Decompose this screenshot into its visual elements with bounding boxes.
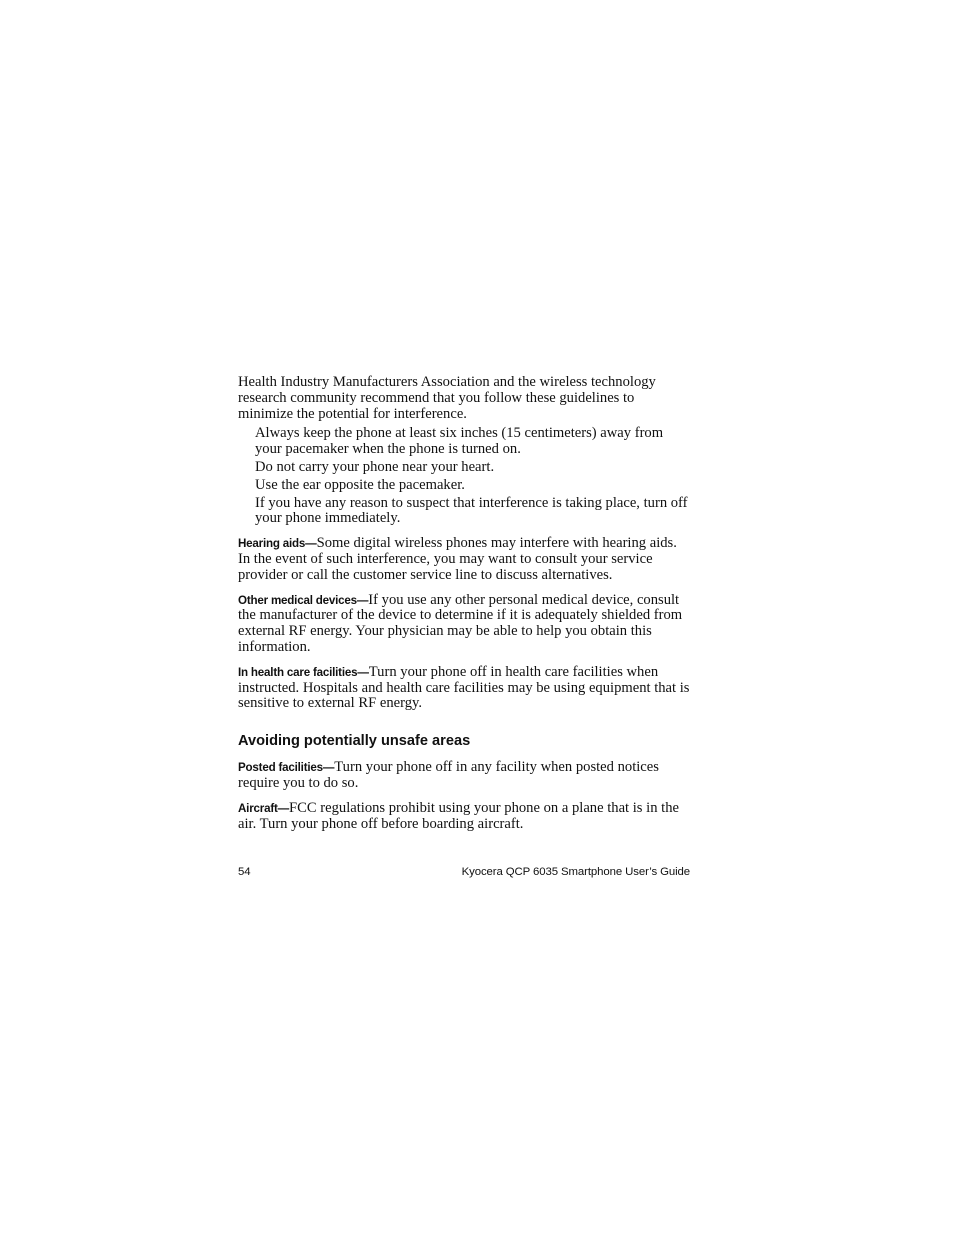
posted-facilities-text: Turn your phone off in any facility when posted notices require you to do so. bbox=[238, 759, 659, 791]
list-item: Do not carry your phone near your heart. bbox=[255, 458, 495, 475]
page-body bbox=[238, 375, 690, 841]
other-medical-devices-text: If you use any other personal medical device, consult the manufacturer of the device to determine if it is adequately shielded from external RF energy. Your physician may be able to help you obtain this information. bbox=[238, 591, 683, 655]
posted-facilities-lead: Posted facilities— bbox=[238, 761, 335, 775]
posted-facilities-paragraph bbox=[238, 760, 690, 792]
other-medical-devices-lead: Other medical devices— bbox=[238, 593, 369, 607]
page-number: 54 bbox=[238, 866, 251, 878]
section-heading: Avoiding potentially unsafe areas bbox=[238, 733, 471, 750]
health-care-facilities-lead: In health care facilities— bbox=[238, 665, 369, 679]
aircraft-text: FCC regulations prohibit using your phone on a plane that is in the air. Turn your phone off before boarding aircraft. bbox=[238, 799, 679, 832]
list-item: Always keep the phone at least six inches (15 centimeters) away from your pacemaker when the phone is turned on. bbox=[255, 425, 664, 458]
aircraft-paragraph bbox=[238, 801, 690, 833]
hearing-aids-text: Some digital wireless phones may interfere with hearing aids. In the event of such interference, you may want to consult your service provider or call the customer service line to discuss alternatives. bbox=[238, 535, 677, 583]
guide-title: Kyocera QCP 6035 Smartphone User’s Guide bbox=[461, 866, 690, 878]
aircraft-lead: Aircraft— bbox=[238, 801, 290, 815]
health-care-facilities-text: Turn your phone off in health care facilities when instructed. Hospitals and health care facilities may be using equipment that is sensitive to external RF energy. bbox=[238, 663, 690, 712]
pacemaker-guidelines-list bbox=[238, 426, 690, 527]
other-medical-devices-paragraph bbox=[238, 593, 690, 656]
hearing-aids-paragraph bbox=[238, 536, 690, 583]
intro-paragraph: Health Industry Manufacturers Association and the wireless technology research community recommend that you follow these guidelines to minimize the potential for interference. bbox=[238, 374, 656, 422]
list-item: If you have any reason to suspect that interference is taking place, turn off your phone immediately. bbox=[255, 494, 688, 527]
health-care-facilities-paragraph bbox=[238, 665, 690, 712]
hearing-aids-lead: Hearing aids— bbox=[238, 537, 317, 551]
page-footer bbox=[238, 866, 690, 878]
list-item: Use the ear opposite the pacemaker. bbox=[255, 476, 465, 493]
